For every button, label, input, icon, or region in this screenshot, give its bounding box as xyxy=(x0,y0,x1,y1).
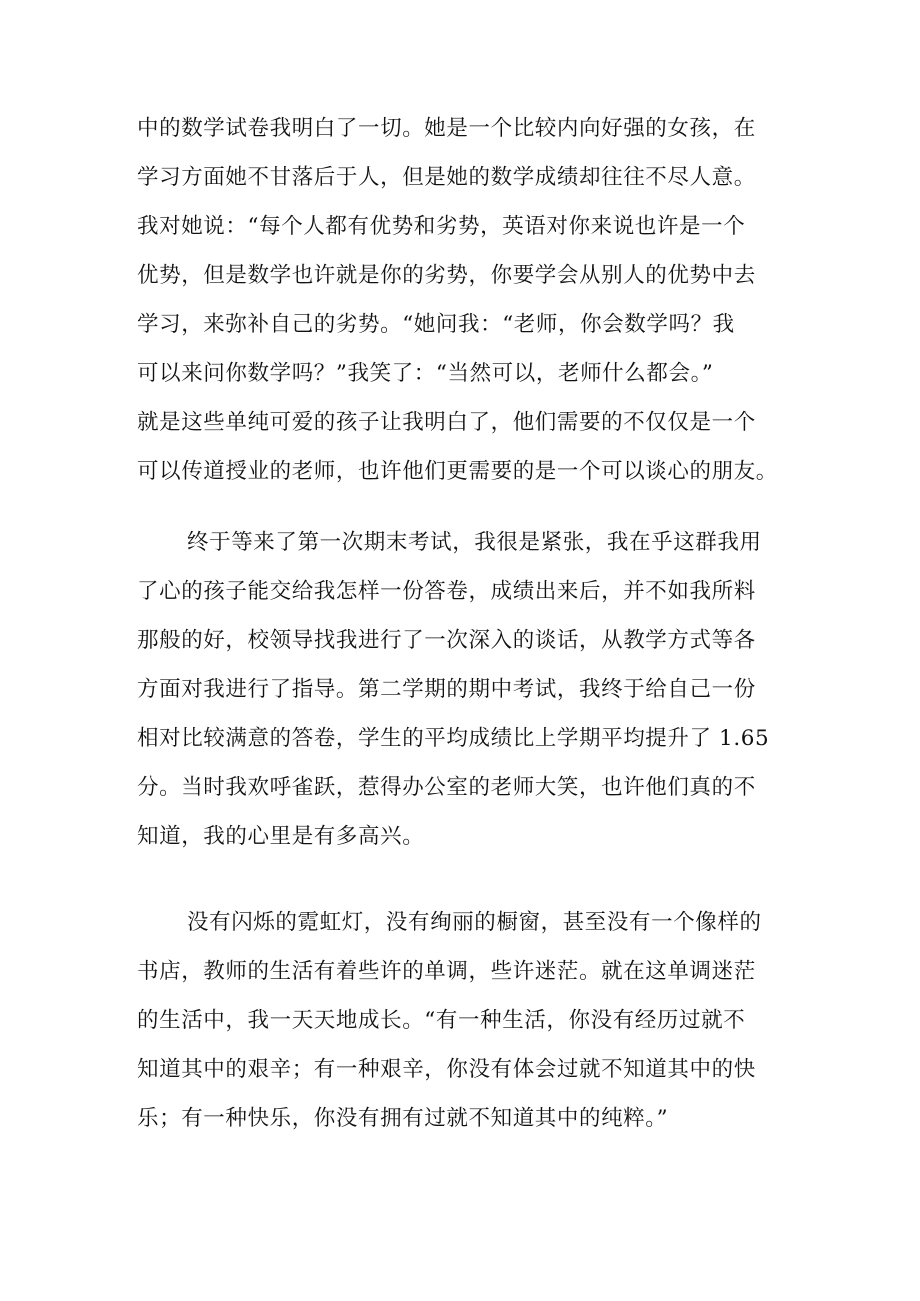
text-line: 方面对我进行了指导。第二学期的期中考试，我终于给自己一份 xyxy=(137,677,756,702)
text-line: 学习方面她不甘落后于人，但是她的数学成绩却往往不尽人意。 xyxy=(137,165,756,190)
text-line: 可以传道授业的老师，也许他们更需要的是一个可以谈心的朋友。 xyxy=(137,459,778,484)
text-line: 没有闪烁的霓虹灯，没有绚丽的橱窗，甚至没有一个像样的 xyxy=(187,910,762,935)
text-line: 可以来问你数学吗？”我笑了：“当然可以，老师什么都会。” xyxy=(137,361,714,386)
text-line: 乐；有一种快乐，你没有拥有过就不知道其中的纯粹。” xyxy=(137,1106,669,1131)
text-line: 就是这些单纯可爱的孩子让我明白了，他们需要的不仅仅是一个 xyxy=(137,410,756,435)
text-line: 那般的好，校领导找我进行了一次深入的谈话，从教学方式等各 xyxy=(137,628,756,653)
text-line: 书店，教师的生活有着些许的单调，些许迷茫。就在这单调迷茫 xyxy=(137,959,756,984)
text-line: 终于等来了第一次期末考试，我很是紧张，我在乎这群我用 xyxy=(187,530,762,555)
text-line: 中的数学试卷我明白了一切。她是一个比较内向好强的女孩，在 xyxy=(137,116,756,141)
text-line: 分。当时我欢呼雀跃，惹得办公室的老师大笑，也许他们真的不 xyxy=(137,775,756,800)
text-line: 学习，来弥补自己的劣势。“她问我：“老师，你会数学吗？我 xyxy=(137,312,735,337)
text-line: 优势，但是数学也许就是你的劣势，你要学会从别人的优势中去 xyxy=(137,263,756,288)
text-line: 知道其中的艰辛；有一种艰辛，你没有体会过就不知道其中的快 xyxy=(137,1057,756,1082)
text-line: 我对她说：“每个人都有优势和劣势，英语对你来说也许是一个 xyxy=(137,214,746,239)
text-line: 知道，我的心里是有多高兴。 xyxy=(137,824,425,849)
text-line: 的生活中，我一天天地成长。“有一种生活，你没有经历过就不 xyxy=(137,1008,746,1033)
text-line: 相对比较满意的答卷，学生的平均成绩比上学期平均提升了 1.65 xyxy=(137,726,770,751)
text-line: 了心的孩子能交给我怎样一份答卷，成绩出来后，并不如我所料 xyxy=(137,579,756,604)
